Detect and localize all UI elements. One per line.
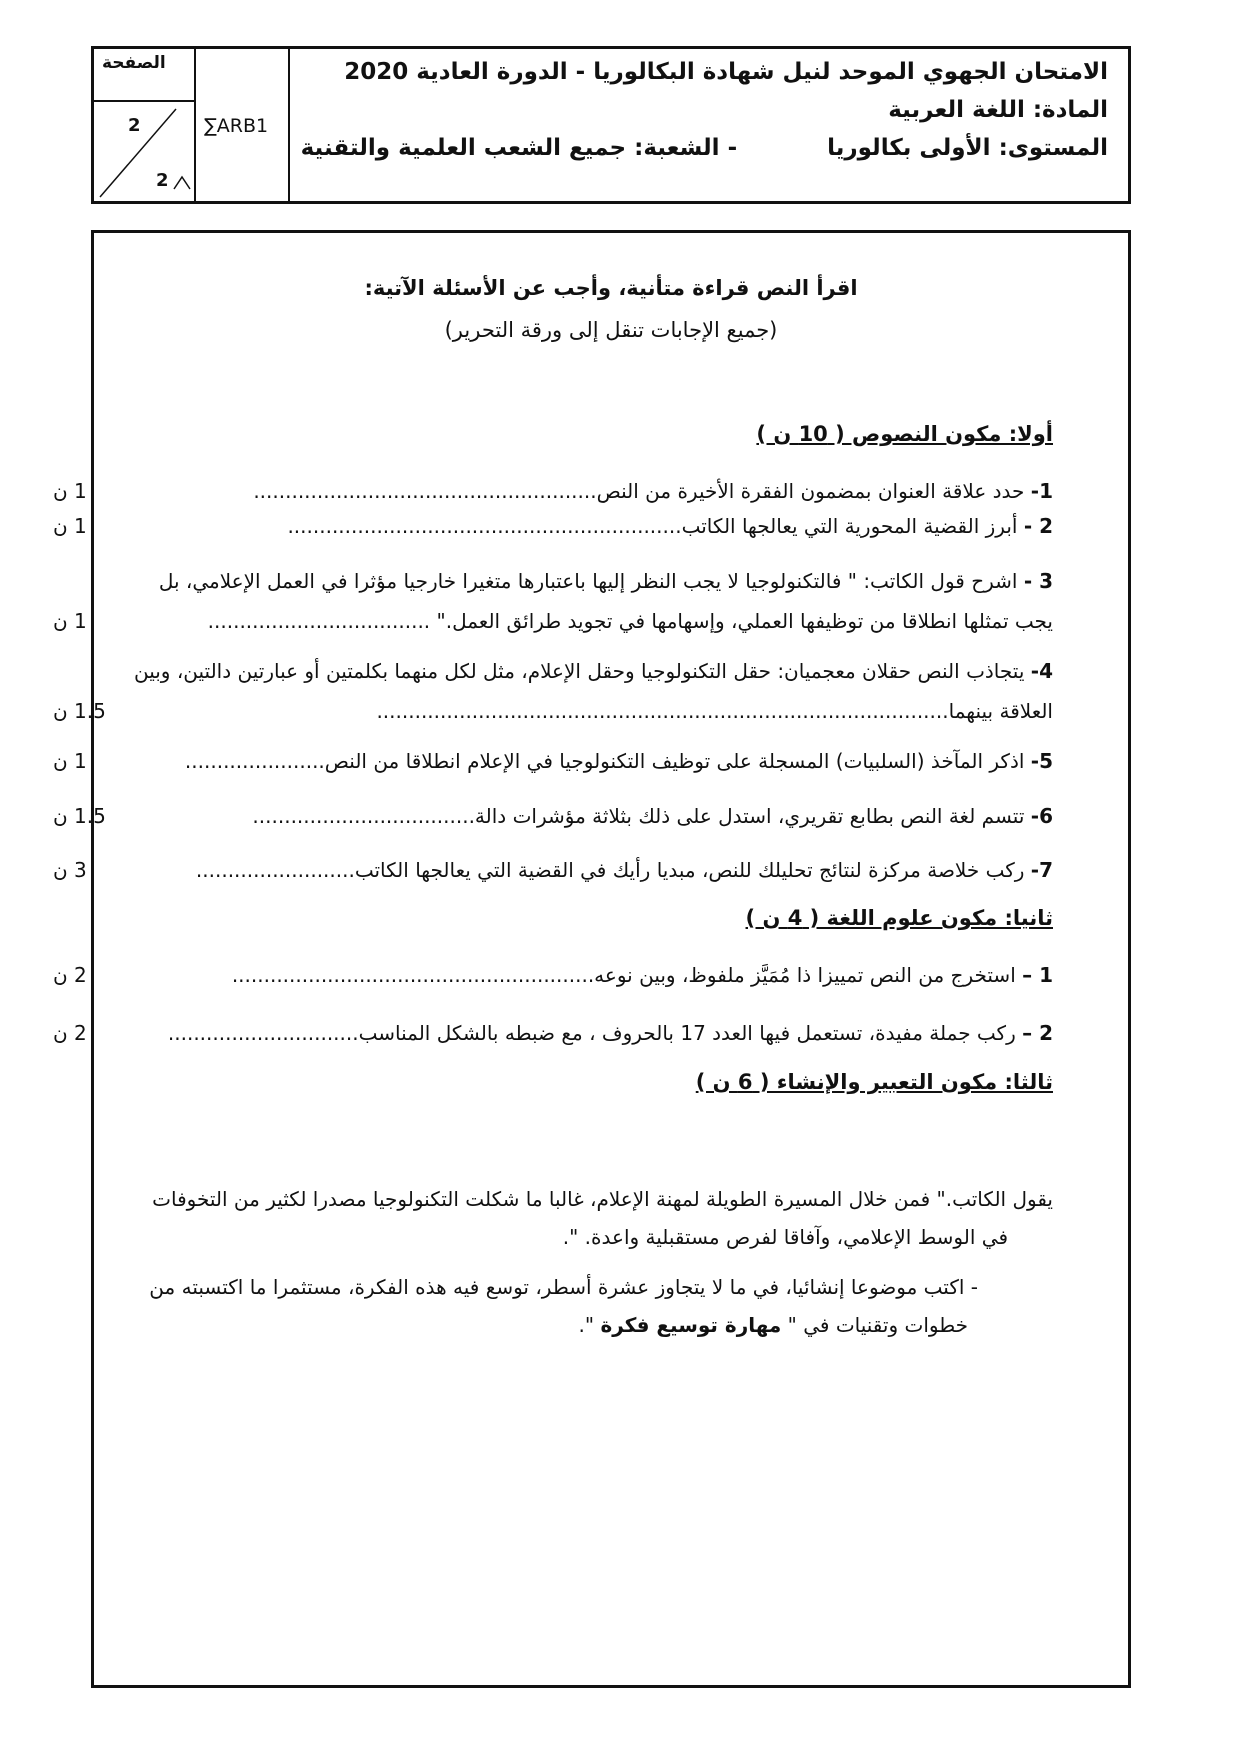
exam-code-cell	[194, 49, 290, 201]
question-text: ركب خلاصة مركزة لنتائج تحليلك للنص، مبديا رأيك في القضية التي يعالجها الكاتب.........................	[195, 858, 1025, 882]
exam-code: ∑ARB1	[204, 115, 269, 137]
question-number: 1-	[1030, 479, 1053, 503]
question-text: اشرح قول الكاتب: " فالتكنولوجيا لا يجب النظر إليها باعتبارها متغيرا خارجيا مؤثرا في العمل الإعلامي، بل	[158, 569, 1018, 593]
question-text: حدد علاقة العنوان بمضمون الفقرة الأخيرة من النص......................................................	[253, 479, 1025, 503]
exam-header	[91, 46, 1131, 204]
grammar-question-1	[53, 955, 1053, 995]
question-1	[53, 471, 1053, 511]
question-text: أبرز القضية المحورية التي يعالجها الكاتب..............................................................	[287, 514, 1018, 538]
branch: - الشعبة: جميع الشعب العلمية والتقنية	[300, 135, 738, 161]
grammar-question-2	[53, 1013, 1053, 1053]
level-branch	[300, 129, 1108, 167]
quote-line-1: يقول الكاتب." فمن خلال المسيرة الطويلة لمهنة الإعلام، غالبا ما شكلت التكنولوجيا مصدرا لكثير من التخوفات	[152, 1187, 1053, 1211]
question-number: 7-	[1030, 858, 1053, 882]
question-points: 2 ن	[53, 1021, 87, 1045]
question-number: 2 –	[1022, 1021, 1053, 1045]
question-text-cont: يجب تمثلها انطلاقا من توظيفها العملي، وإسهامها في تجويد طرائق العمل." ...................................	[207, 609, 1053, 633]
question-number: 5-	[1030, 749, 1053, 773]
instruction: اقرأ النص قراءة متأنية، وأجب عن الأسئلة الآتية:	[364, 276, 858, 300]
exam-body	[53, 230, 1131, 1688]
question-text: تتسم لغة النص بطابع تقريري، استدل على ذلك بثلاثة مؤشرات دالة...................................	[252, 804, 1025, 828]
level: المستوى: الأولى بكالوريا	[827, 135, 1108, 161]
question-number: 3 -	[1023, 569, 1053, 593]
page-number-cell	[94, 49, 194, 201]
section2-title: ثانيا: مكون علوم اللغة ( 4 ن )	[745, 906, 1053, 930]
question-3	[53, 561, 1053, 641]
question-6	[53, 796, 1053, 836]
question-number: 4-	[1030, 659, 1053, 683]
question-4	[53, 651, 1053, 731]
quote-line-2: في الوسط الإعلامي، وآفاقا لفرص مستقبلية واعدة. ".	[562, 1225, 1008, 1249]
question-text: اذكر المآخذ (السلبيات) المسجلة على توظيف التكنولوجيا في الإعلام انطلاقا من النص......................	[184, 749, 1025, 773]
question-text: استخرج من النص تمييزا ذا مُمَيَّز ملفوظ، وبين نوعه.........................................................	[231, 963, 1016, 987]
question-text-cont: العلاقة بينهما..........................................................................................	[376, 699, 1053, 723]
question-points: 1 ن	[53, 514, 87, 538]
question-points: 1.5 ن	[53, 699, 106, 723]
question-number: 1 –	[1022, 963, 1053, 987]
question-points: 1.5 ن	[53, 804, 106, 828]
task-text-start: خطوات وتقنيات في "	[781, 1313, 968, 1337]
section3-title: ثالثا: مكون التعبير والإنشاء ( 6 ن )	[695, 1070, 1053, 1094]
page-label: الصفحة	[102, 53, 166, 73]
question-points: 2 ن	[53, 963, 87, 987]
question-text: ركب جملة مفيدة، تستعمل فيها العدد 17 بالحروف ، مع ضبطه بالشكل المناسب..............................	[167, 1021, 1016, 1045]
question-points: 3 ن	[53, 858, 87, 882]
header-titles	[300, 53, 1108, 167]
task-text-end: ".	[578, 1313, 601, 1337]
question-5	[53, 741, 1053, 781]
question-points: 1 ن	[53, 479, 87, 503]
subject: المادة: اللغة العربية	[888, 97, 1108, 123]
skill-name: مهارة توسيع فكرة	[600, 1313, 782, 1337]
page-current: 2	[128, 115, 141, 136]
question-text: يتجاذب النص حقلان معجميان: حقل التكنولوجيا وحقل الإعلام، مثل لكل منهما بكلمتين أو عبارتين دالتين، وبين	[133, 659, 1025, 683]
task-line-1: - اكتب موضوعا إنشائيا، في ما لا يتجاوز عشرة أسطر، توسع فيه هذه الفكرة، مستثمرا ما اكتسبته من	[149, 1275, 978, 1299]
question-points: 1 ن	[53, 609, 87, 633]
section1-title: أولا: مكون النصوص ( 10 ن )	[756, 422, 1053, 446]
exam-title: الامتحان الجهوي الموحد لنيل شهادة البكالوريا - الدورة العادية 2020	[344, 59, 1108, 85]
question-2	[53, 506, 1053, 546]
question-7	[53, 850, 1053, 890]
answer-note: (جميع الإجابات تنقل إلى ورقة التحرير)	[444, 318, 778, 342]
question-number: 2 -	[1023, 514, 1053, 538]
task-line-2	[579, 1305, 968, 1345]
question-points: 1 ن	[53, 749, 87, 773]
question-number: 6-	[1030, 804, 1053, 828]
page-total: 2	[156, 170, 169, 191]
